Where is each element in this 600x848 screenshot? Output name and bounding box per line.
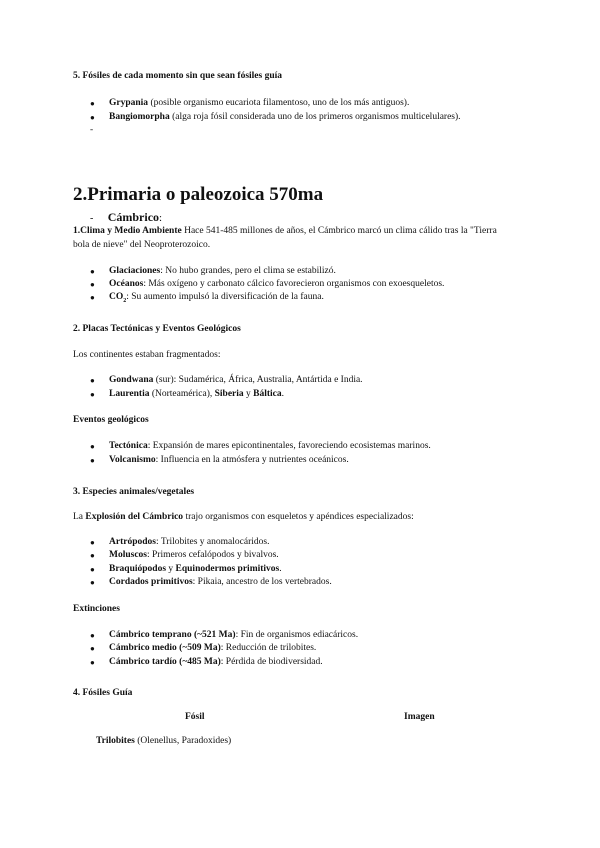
term: Bangiomorpha (109, 112, 170, 122)
term: Glaciaciones (109, 266, 161, 276)
section-2-heading: 2. Placas Tectónicas y Eventos Geológicos (73, 324, 241, 334)
bullet-icon: ● (90, 578, 95, 587)
description: : Trilobites y anomalocáridos. (155, 537, 270, 547)
term: Cámbrico medio (~509 Ma) (109, 643, 221, 653)
intro-post: trajo organismos con esqueletos y apéndices especializados: (183, 512, 414, 522)
list-item (90, 98, 409, 108)
list-item (90, 630, 358, 640)
description: : Fin de organismos ediacáricos. (235, 630, 359, 640)
description: (posible organismo eucariota filamentoso, uno de los más antiguos). (148, 98, 410, 108)
bullet-icon: ● (90, 280, 95, 289)
section-3-intro (73, 512, 414, 522)
description: : Su aumento impulsó la diversificación de la fauna. (126, 292, 324, 302)
term: Laurentia (109, 389, 150, 399)
list-item (90, 441, 431, 451)
term: Báltica (253, 389, 282, 399)
term: Volcanismo (109, 455, 156, 465)
eventos-heading: Eventos geológicos (73, 415, 149, 425)
list-item (90, 266, 336, 276)
term: Cordados primitivos (109, 577, 193, 587)
bullet-icon: ● (90, 267, 95, 276)
extinciones-heading: Extinciones (73, 604, 120, 614)
term: Braquiópodos (109, 564, 167, 574)
list-item (90, 279, 444, 289)
term: Siberia (214, 389, 244, 399)
list-item (90, 389, 284, 399)
list-item (90, 657, 323, 667)
bullet-icon: ● (90, 456, 95, 465)
connector: y (243, 389, 254, 399)
section-4-heading: 4. Fósiles Guía (73, 688, 133, 698)
intro-bold: Explosión del Cámbrico (85, 512, 184, 522)
table-header-fosil: Fósil (185, 712, 205, 722)
bullet-icon: ● (90, 631, 95, 640)
description: : Pikaia, ancestro de los vertebrados. (192, 577, 332, 587)
term: Tectónica (109, 441, 148, 451)
list-item (90, 643, 316, 653)
subtitle-text: Cámbrico (107, 210, 160, 224)
bullet-icon: ● (90, 565, 95, 574)
description: : Expansión de mares epicontinentales, favoreciendo ecosistemas marinos. (147, 441, 431, 451)
list-item (90, 292, 324, 304)
term: Océanos (109, 279, 144, 289)
title-number: 2. (73, 184, 88, 205)
section-2-intro: Los continentes estaban fragmentados: (73, 350, 221, 360)
bullet-icon: ● (90, 442, 95, 451)
list-item (90, 550, 279, 560)
section-1-text: Hace 541-485 millones de años, el Cámbrico marcó un clima cálido tras la "Tierra (181, 226, 497, 236)
title-text: Primaria o paleozoica 570ma (87, 184, 324, 205)
subscript: 2 (123, 297, 127, 304)
bullet-icon: ● (90, 376, 95, 385)
list-item (90, 537, 269, 547)
bullet-icon: ● (90, 551, 95, 560)
description: : Primeros cefalópodos y bivalvos. (147, 550, 279, 560)
list-item (90, 577, 332, 587)
description: (alga roja fósil considerada uno de los primeros organismos multicelulares). (169, 112, 461, 122)
connector: y (166, 564, 176, 574)
section-1-paragraph (73, 226, 497, 236)
description: (Norteamérica), (149, 389, 215, 399)
dash-marker: - (90, 125, 94, 135)
section-5-heading: 5. Fósiles de cada momento sin que sean fósiles guía (73, 71, 283, 81)
period: . (279, 564, 282, 574)
dash-marker: - (90, 213, 94, 224)
term: Equinodermos primitivos (175, 564, 280, 574)
description: : No hubo grandes, pero el clima se estabilizó. (160, 266, 336, 276)
term: Gondwana (109, 375, 154, 385)
subtitle-colon: : (159, 212, 163, 224)
table-header-imagen: Imagen (404, 712, 435, 722)
list-item (90, 455, 349, 465)
section-1-text-cont: bola de nieve" del Neoproterozoico. (73, 240, 211, 250)
list-item (90, 564, 282, 574)
description: : Reducción de trilobites. (220, 643, 317, 653)
section-1-heading: 1.Clima y Medio Ambiente (73, 226, 182, 236)
period: . (281, 389, 285, 399)
term: Cámbrico temprano (~521 Ma) (109, 630, 236, 640)
bullet-icon: ● (90, 99, 95, 108)
list-item (90, 112, 461, 122)
term: Moluscos (109, 550, 147, 560)
description: : Influencia en la atmósfera y nutrientes oceánicos. (155, 455, 349, 465)
page-title (73, 184, 323, 206)
term: Grypania (109, 98, 149, 108)
bullet-icon: ● (90, 658, 95, 667)
description: : Pérdida de biodiversidad. (220, 657, 323, 667)
table-cell-term: Trilobites (96, 736, 135, 746)
bullet-icon: ● (90, 644, 95, 653)
list-item (90, 375, 363, 385)
term: Cámbrico tardío (~485 Ma) (109, 657, 221, 667)
bullet-icon: ● (90, 293, 95, 302)
bullet-icon: ● (90, 538, 95, 547)
bullet-icon: ● (90, 113, 95, 122)
term: Artrópodos (109, 537, 156, 547)
description: (sur): Sudamérica, África, Australia, Antártida e India. (153, 375, 363, 385)
term: CO (109, 292, 124, 302)
table-row (96, 736, 231, 746)
subtitle (90, 210, 162, 225)
description: : Más oxígeno y carbonato cálcico favorecieron organismos con exoesqueletos. (143, 279, 445, 289)
intro-pre: La (73, 512, 86, 522)
bullet-icon: ● (90, 390, 95, 399)
section-3-heading: 3. Especies animales/vegetales (73, 487, 195, 497)
table-cell-text: (Olenellus, Paradoxides) (134, 736, 232, 746)
